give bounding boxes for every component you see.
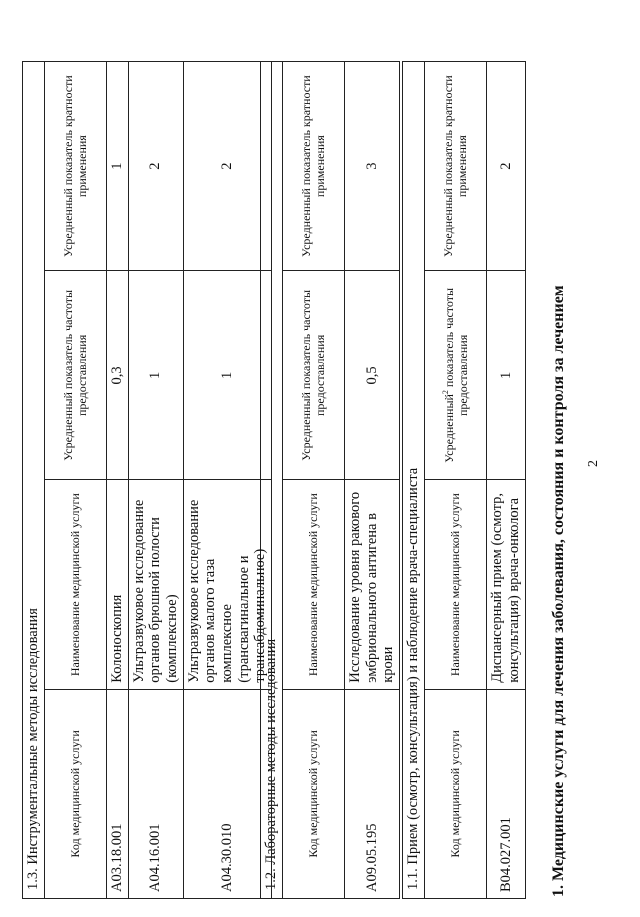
service-code: A04.16.001 <box>128 689 183 898</box>
service-multiplicity: 1 <box>107 62 129 271</box>
table-row <box>487 62 526 899</box>
service-code: A04.30.010 <box>183 689 271 898</box>
header-name: Наименование медицинской услуги <box>45 480 107 689</box>
block-title: 1.3. Инструментальные методы исследования <box>23 62 45 899</box>
service-name: Диспансерный прием (осмотр, консультация) врача-онколога <box>487 480 526 689</box>
header-name: Наименование медицинской услуги <box>283 480 345 689</box>
service-multiplicity: 3 <box>345 62 400 271</box>
service-frequency: 0,3 <box>107 271 129 480</box>
instrumental-table <box>22 61 272 899</box>
table-row <box>345 62 400 899</box>
header-name: Наименование медицинской услуги <box>425 480 487 689</box>
service-code: A09.05.195 <box>345 689 400 898</box>
table-row <box>128 62 183 899</box>
block-title: 1.1. Прием (осмотр, консультация) и наблюдение врача-специалиста <box>403 62 425 899</box>
service-name: Колоноскопия <box>107 480 129 689</box>
block-instrumental <box>22 61 269 899</box>
table-row <box>183 62 271 899</box>
header-frequency: Усредненный$^2$ показатель частоты предоставления <box>425 271 487 480</box>
header-code: Код медицинской услуги <box>425 689 487 898</box>
service-name: Ультразвуковое исследование органов малого таза комплексное (трансвагинальное и трансабдоминальное) <box>183 480 271 689</box>
header-code: Код медицинской услуги <box>283 689 345 898</box>
service-code: B04.027.001 <box>487 689 526 898</box>
block-consultation <box>402 61 526 899</box>
service-frequency: 1 <box>183 271 271 480</box>
service-frequency: 1 <box>128 271 183 480</box>
header-multiplicity: Усредненный показатель кратности применения <box>425 62 487 271</box>
section-title: 1. Медицинские услуги для лечения заболевания, состояния и контроля за лечением <box>550 285 567 897</box>
table-row <box>107 62 129 899</box>
service-name: Ультразвуковое исследование органов брюшной полости (комплексное) <box>128 480 183 689</box>
header-frequency: Усредненный показатель частоты предоставления <box>283 271 345 480</box>
service-code: A03.18.001 <box>107 689 129 898</box>
block-laboratory <box>260 61 397 899</box>
laboratory-table <box>260 61 400 899</box>
header-frequency: Усредненный показатель частоты предоставления <box>45 271 107 480</box>
consultation-table <box>402 61 526 899</box>
service-frequency: 1 <box>487 271 526 480</box>
block-title: 1.2. Лабораторные методы исследования <box>261 62 283 899</box>
service-multiplicity: 2 <box>128 62 183 271</box>
service-name: Исследование уровня ракового эмбрионального антигена в крови <box>345 480 400 689</box>
service-frequency: 0,5 <box>345 271 400 480</box>
service-multiplicity: 2 <box>183 62 271 271</box>
header-code: Код медицинской услуги <box>45 689 107 898</box>
service-multiplicity: 2 <box>487 62 526 271</box>
header-multiplicity: Усредненный показатель кратности применения <box>45 62 107 271</box>
header-multiplicity: Усредненный показатель кратности применения <box>283 62 345 271</box>
page-number: 2 <box>586 460 601 467</box>
